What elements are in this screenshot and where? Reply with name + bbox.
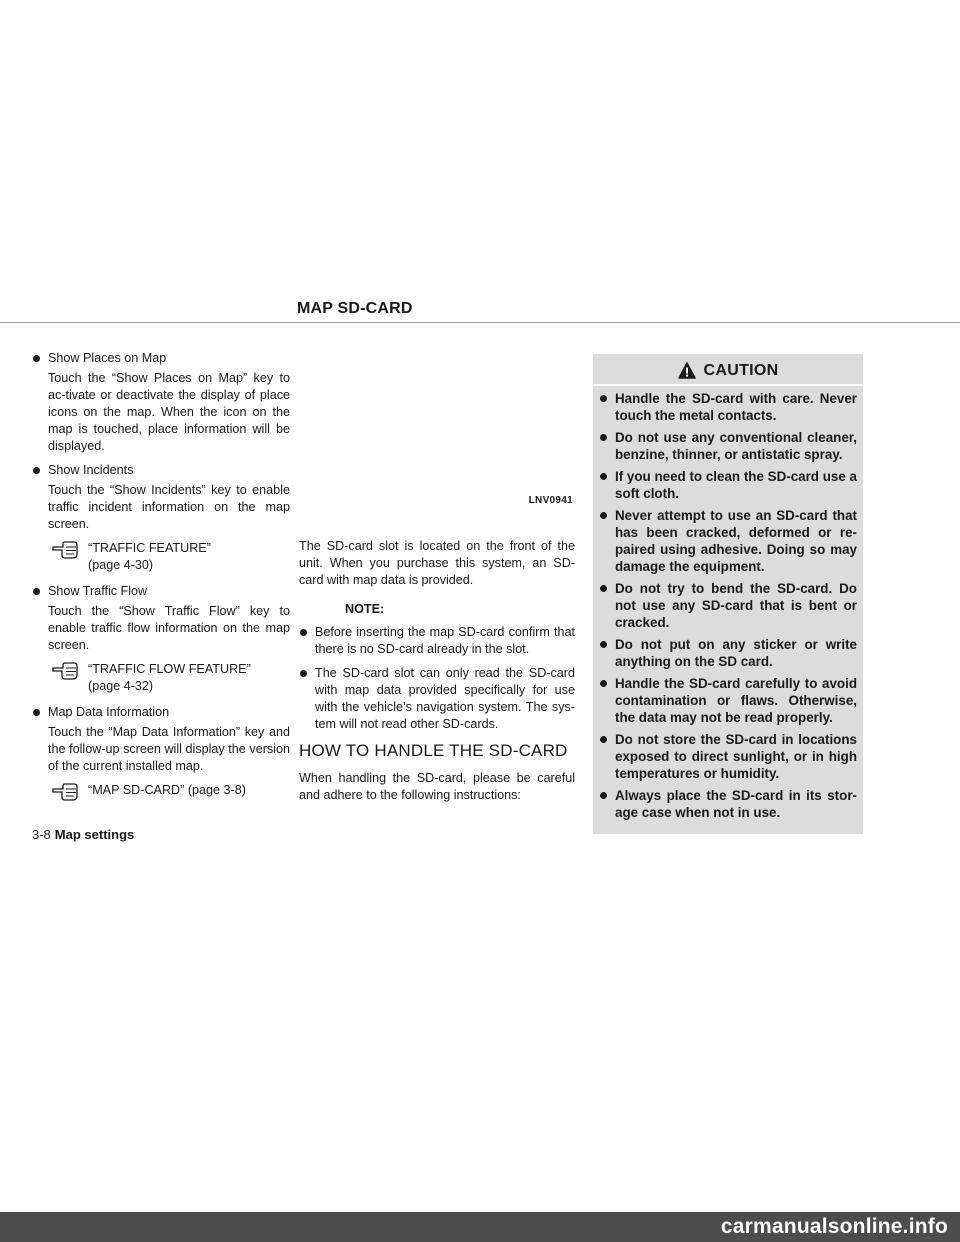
section-header	[0, 298, 960, 323]
item-description: Touch the “Show Places on Map” key to ac-tivate or deactivate the display of place icons on the map. When the icon on the map is touched, place information will be displayed.	[48, 371, 290, 453]
cross-reference[interactable]	[32, 540, 290, 574]
item-title: Show Places on Map	[32, 350, 290, 367]
watermark-banner	[0, 1212, 960, 1242]
reference-line-1: “TRAFFIC FEATURE”	[88, 541, 211, 555]
caution-header	[599, 356, 857, 384]
caution-item: Do not store the SD-card in locations exposed to direct sunlight, or in high temperatures or humidity.	[599, 731, 857, 782]
note-list	[299, 624, 575, 733]
caution-title: CAUTION	[703, 361, 779, 379]
caution-item: Handle the SD-card with care. Never touch the metal contacts.	[599, 390, 857, 424]
cross-reference[interactable]	[32, 661, 290, 695]
section-title: MAP SD-CARD	[297, 300, 413, 317]
caution-item: Never attempt to use an SD-card that has been cracked, deformed or re-paired using adhesive. Doing so may damage the equipment.	[599, 507, 857, 575]
caution-box	[593, 354, 863, 834]
intro-paragraph: The SD-card slot is located on the front of the unit. When you purchase this system, an SD-card with map data is provided.	[299, 539, 575, 587]
item-description: Touch the “Map Data Information” key and the follow-up screen will display the version of the current installed map.	[48, 725, 290, 773]
reference-line-2: (page 4-30)	[88, 558, 154, 572]
item-description: Touch the “Show Incidents” key to enable traffic incident information on the map screen.	[48, 483, 290, 531]
reference-line-1: “MAP SD-CARD” (page 3-8)	[88, 783, 246, 797]
pointing-hand-icon	[52, 783, 78, 801]
divider	[593, 384, 863, 386]
left-column	[32, 350, 290, 808]
caution-item: Do not try to bend the SD-card. Do not use any SD-card that is bent or cracked.	[599, 580, 857, 631]
item-title: Show Incidents	[32, 462, 290, 479]
pointing-hand-icon	[52, 541, 78, 559]
caution-item: Do not use any conventional cleaner, benzine, thinner, or antistatic spray.	[599, 429, 857, 463]
chapter-title: Map settings	[54, 827, 135, 842]
pointing-hand-icon	[52, 662, 78, 680]
reference-line-1: “TRAFFIC FLOW FEATURE”	[88, 662, 251, 676]
note-item: The SD-card slot can only read the SD-card with map data provided specifically for use with the vehicle’s navigation system. The sys-tem will not read other SD-cards.	[299, 665, 575, 733]
item-title: Show Traffic Flow	[32, 583, 290, 600]
handling-intro: When handling the SD-card, please be careful and adhere to the following instructions:	[299, 771, 575, 802]
caution-item: If you need to clean the SD-card use a soft cloth.	[599, 468, 857, 502]
page-footer	[32, 826, 134, 844]
list-item	[32, 704, 290, 799]
figure-label: LNV0941	[528, 495, 573, 506]
warning-triangle-icon	[678, 362, 696, 379]
list-item	[32, 583, 290, 695]
page-number: 3-8	[32, 827, 51, 842]
item-description: Touch the “Show Traffic Flow” key to enable traffic flow information on the map screen.	[48, 604, 290, 652]
item-title: Map Data Information	[32, 704, 290, 721]
watermark-text: carmanualsonline.info	[720, 1215, 948, 1238]
note-label: NOTE:	[345, 602, 385, 616]
cross-reference[interactable]	[32, 782, 290, 799]
list-item	[32, 350, 290, 455]
figure-area	[299, 350, 575, 538]
list-item	[32, 462, 290, 574]
middle-column	[299, 350, 575, 816]
caution-item: Handle the SD-card carefully to avoid contamination or flaws. Otherwise, the data may not be read properly.	[599, 675, 857, 726]
caution-item: Do not put on any sticker or write anything on the SD card.	[599, 636, 857, 670]
reference-line-2: (page 4-32)	[88, 679, 154, 693]
subheading: HOW TO HANDLE THE SD-CARD	[299, 741, 568, 760]
caution-item: Always place the SD-card in its stor-age case when not in use.	[599, 787, 857, 821]
note-item: Before inserting the map SD-card confirm that there is no SD-card already in the slot.	[299, 624, 575, 658]
